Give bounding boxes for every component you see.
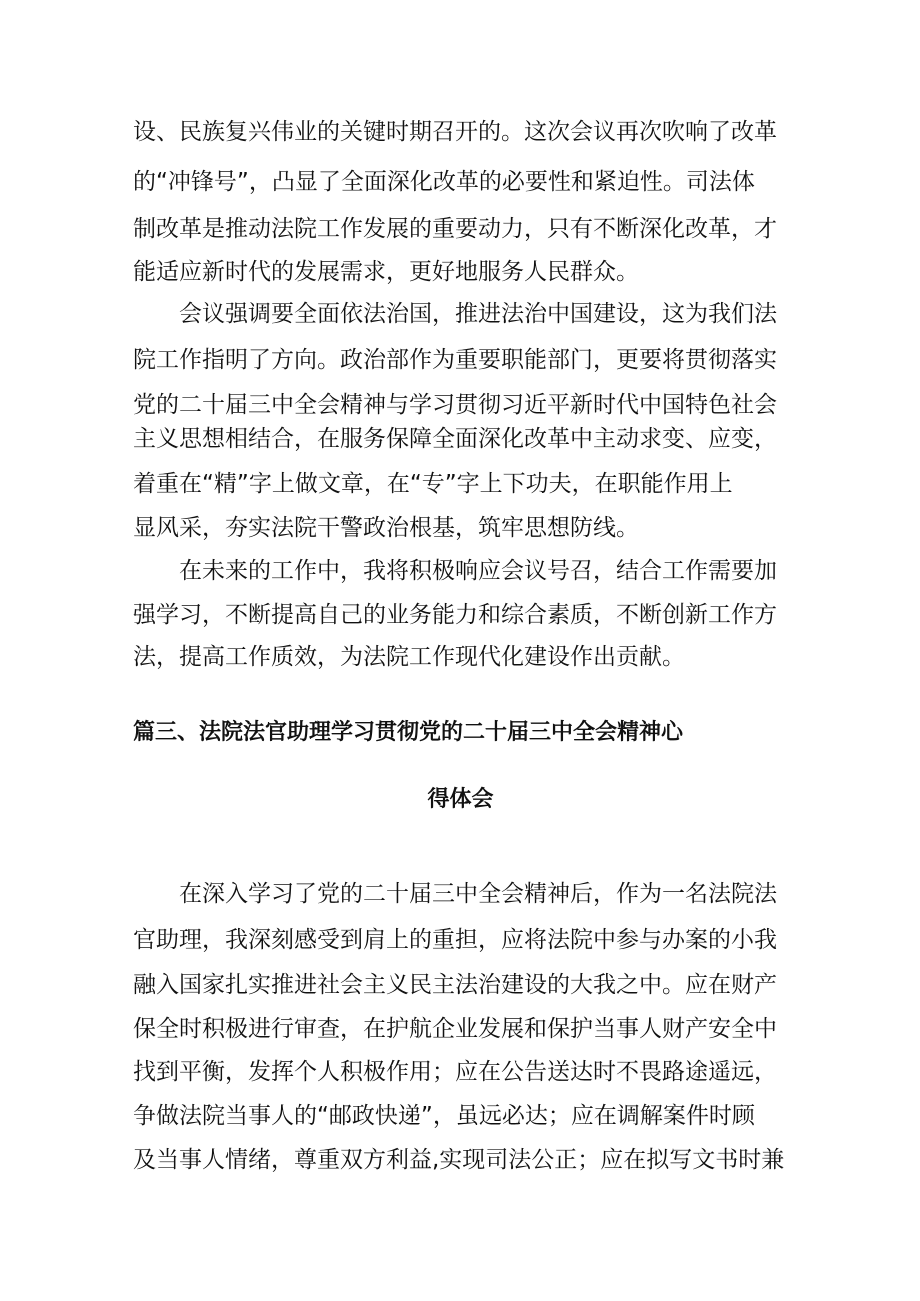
paragraph-line: 在未来的工作中，我将积极响应会议号召，结合工作需要加 [133,558,777,584]
paragraph-line: 设、民族复兴伟业的关键时期召开的。这次会议再次吹响了改革 [133,119,777,145]
paragraph-line: 保全时积极进行审查，在护航企业发展和保护当事人财产安全中 [133,1016,777,1042]
paragraph-line: 主义思想相结合，在服务保障全面深化改革中主动求变、应变， [133,426,777,452]
paragraph-line: 显风采，夯实法院干警政治根基，筑牢思想防线。 [133,515,639,541]
paragraph-line: 能适应新时代的发展需求，更好地服务人民群众。 [133,259,639,285]
paragraph-line: 强学习，不断提高自己的业务能力和综合素质，不断创新工作方 [133,602,777,628]
paragraph-line: 院工作指明了方向。政治部作为重要职能部门，更要将贯彻落实 [133,347,777,373]
paragraph-line: 着重在“精”字上做文章，在“专”字上下功夫，在职能作用上 [133,471,733,497]
paragraph-line: 制改革是推动法院工作发展的重要动力，只有不断深化改革，才 [133,216,777,242]
paragraph-line: 官助理，我深刻感受到肩上的重担，应将法院中参与办案的小我 [133,927,777,953]
paragraph-line: 在深入学习了党的二十届三中全会精神后，作为一名法院法 [133,881,777,907]
paragraph-line: 争做法院当事人的“邮政快递”，虽远必达；应在调解案件时顾 [133,1103,755,1129]
section-heading-continued: 得体会 [427,787,494,812]
paragraph-line: 党的二十届三中全会精神与学习贯彻习近平新时代中国特色社会 [133,392,777,418]
paragraph-line: 融入国家扎实推进社会主义民主法治建设的大我之中。应在财产 [133,972,777,998]
paragraph-line: 法，提高工作质效，为法院工作现代化建设作出贡献。 [133,644,685,670]
section-heading: 篇三、法院法官助理学习贯彻党的二十届三中全会精神心 [133,720,684,745]
paragraph-line: 及当事人情绪，尊重双方利益,实现司法公正；应在拟写文书时兼 [133,1147,785,1173]
paragraph-line: 会议强调要全面依法治国，推进法治中国建设，这为我们法 [133,301,777,327]
paragraph-line: 的“冲锋号”，凸显了全面深化改革的必要性和紧迫性。司法体 [133,169,755,195]
paragraph-line: 找到平衡，发挥个人积极作用；应在公告送达时不畏路途遥远， [133,1059,777,1085]
